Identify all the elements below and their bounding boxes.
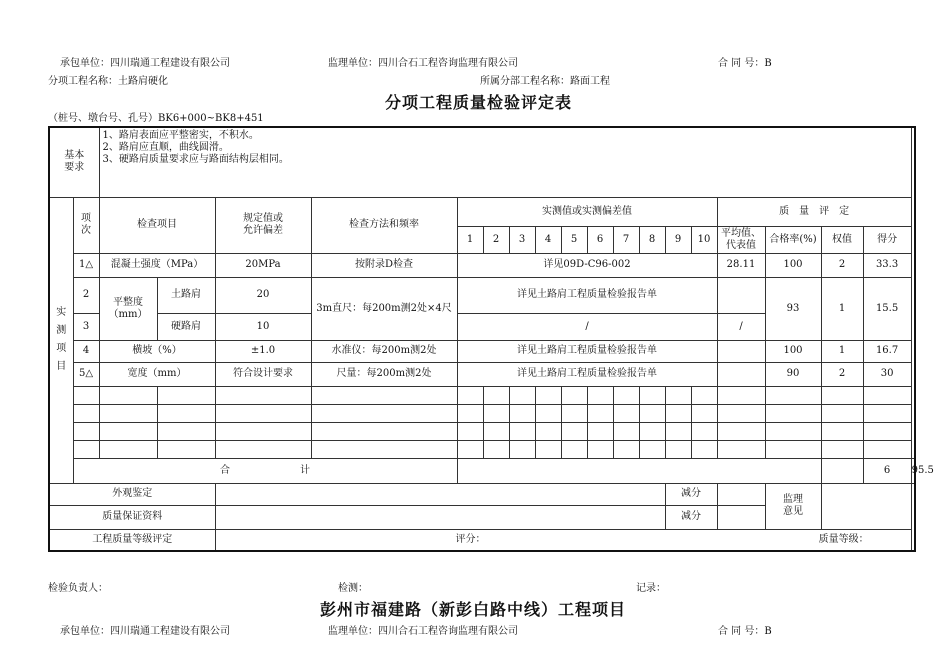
empty-row [49, 386, 915, 404]
method-header: 检查方法和频率 [311, 197, 457, 253]
empty-row [49, 404, 915, 422]
pass-rate-header: 合格率(%) [765, 226, 821, 253]
basic-requirement-text [99, 127, 911, 197]
measure-col-4: 4 [535, 226, 561, 253]
deduct-label: 减分 [665, 483, 717, 505]
footer-contract-no: 合 同 号：B [718, 626, 772, 637]
footer-contractor: 承包单位：四川瑞通工程建设有限公司 [60, 626, 230, 637]
check-item-header: 检查项目 [99, 197, 215, 253]
footer-supervisor: 监理单位：四川合石工程咨询监理有限公司 [328, 626, 518, 637]
measure-col-8: 8 [639, 226, 665, 253]
subproject-name: 分项工程名称：土路肩硬化 [48, 76, 168, 87]
recorder-label: 记录： [636, 583, 666, 594]
measure-col-7: 7 [613, 226, 639, 253]
measured-items-label: 实 测 项 目 [49, 197, 73, 483]
measure-col-3: 3 [509, 226, 535, 253]
item-no-header: 项 次 [73, 197, 99, 253]
requirement-line: 2、路肩应直顺，曲线圆滑。 [102, 142, 229, 153]
measure-col-10: 10 [691, 226, 717, 253]
total-row [49, 458, 915, 483]
requirement-line: 1、路肩表面应平整密实，不积水。 [102, 130, 259, 141]
rating-cell [215, 529, 911, 551]
measured-header: 实测值或实测偏差值 [457, 197, 717, 226]
measure-col-5: 5 [561, 226, 587, 253]
table-row: 4 横坡（%） ±1.0 水准仪：每200m测2处 详见土路肩工程质量检验报告单 100 1 16.7 [49, 340, 915, 362]
measure-col-1: 1 [457, 226, 483, 253]
parent-project-name: 所属分部工程名称：路面工程 [480, 76, 610, 87]
score-header: 得分 [863, 226, 911, 253]
tester-label: 检测： [338, 583, 368, 594]
average-header: 平均值、 代表值 [717, 226, 765, 253]
supervisor-text: 监理单位：四川合石工程咨询监理有限公司 [328, 58, 518, 69]
grade-eval-label: 工程质量等级评定 [49, 529, 215, 551]
deduct-label: 减分 [665, 505, 717, 529]
empty-row [49, 422, 915, 440]
rating-label: 评分： [455, 533, 486, 545]
measure-col-2: 2 [483, 226, 509, 253]
quality-docs-label: 质量保证资料 [49, 505, 215, 529]
requirement-line: 3、硬路肩质量要求应与路面结构层相同。 [102, 154, 289, 165]
contractor-text: 承包单位：四川瑞通工程建设有限公司 [60, 58, 230, 69]
measure-col-6: 6 [587, 226, 613, 253]
measure-col-9: 9 [665, 226, 691, 253]
empty-row [49, 440, 915, 458]
weight-header: 权值 [821, 226, 863, 253]
form-title: 分项工程质量检验评定表 [385, 93, 573, 112]
project-title: 彭州市福建路（新彭白路中线）工程项目 [320, 600, 627, 619]
supervision-label: 监理 意见 [765, 483, 821, 529]
quality-header: 质 量 评 定 [717, 197, 911, 226]
total-label: 合 计 [73, 458, 457, 483]
total-weight: 6 [863, 458, 911, 483]
spec-header: 规定值或 允许偏差 [215, 197, 311, 253]
table-row: 2 平整度 （mm） 土路肩 20 3m直尺：每200m测2处×4尺 详见土路肩工程质量检验报告单 93 1 15.5 [49, 277, 915, 313]
appearance-label: 外观鉴定 [49, 483, 215, 505]
table-row: 5△ 宽度（mm） 符合设计要求 尺量：每200m测2处 详见土路肩工程质量检验报告单 90 2 30 [49, 362, 915, 386]
table-row: 3 硬路肩 10 / / [49, 313, 915, 340]
contract-no-text: 合 同 号：B [718, 58, 772, 69]
flatness-label: 平整度 （mm） [99, 277, 157, 340]
evaluation-table [48, 126, 934, 552]
stake-range: （桩号、墩台号、孔号）BK6+000~BK8+451 [48, 113, 264, 124]
quality-grade-label: 质量等级： [818, 533, 869, 545]
table-row: 1△ 混凝土强度（MPa） 20MPa 按附录D检查 详见09D-C96-002 28.11 100 2 33.3 [49, 253, 915, 277]
total-score: 95.5 [911, 458, 915, 483]
inspector-label: 检验负责人： [48, 583, 108, 594]
basic-requirement-label: 基本 要求 [49, 127, 99, 197]
